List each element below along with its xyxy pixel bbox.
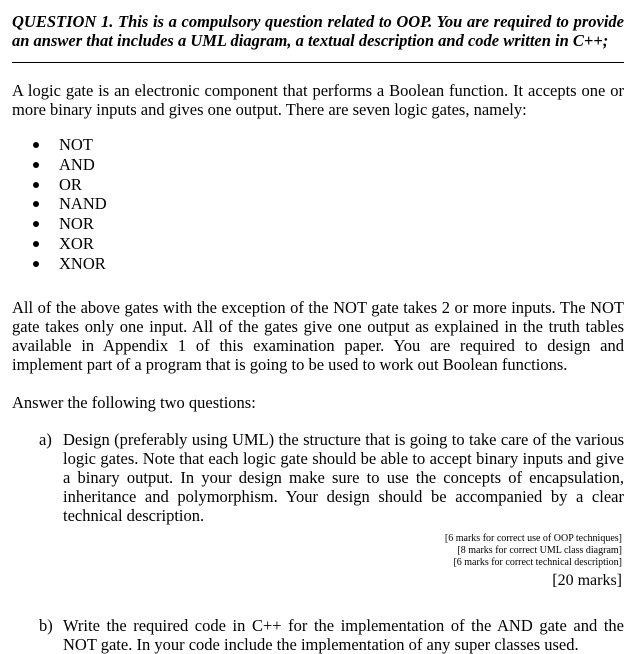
list-item: [12, 194, 624, 214]
exam-page: [12, 12, 624, 654]
gate-name: NAND: [59, 194, 107, 214]
list-item: [12, 135, 624, 155]
bullet-icon: [33, 221, 39, 227]
heading-divider: [12, 62, 624, 63]
gate-name: XNOR: [59, 253, 106, 273]
list-item: [12, 254, 624, 274]
question-a: [12, 430, 624, 590]
logic-gate-list: [12, 135, 624, 274]
gate-name: NOR: [59, 214, 94, 234]
question-a-text: Design (preferably using UML) the structure that is going to take care of the various logic gates. Note that each logic gate should be able to accept binary inputs and give a binary output. In your design make sure to use the concepts of encapsulation, inheritance and polymorphism. Your design should be accompanied by a clear technical description.: [63, 429, 624, 525]
intro-paragraph: A logic gate is an electronic component that performs a Boolean function. It accepts one or more binary inputs and gives one output. There are seven logic gates, namely:: [12, 81, 624, 119]
question-b-text: Write the required code in C++ for the implementation of the AND gate and the NOT gate. In your code include the implementation of any super classes used.: [63, 615, 624, 654]
bullet-icon: [33, 241, 39, 247]
requirements-paragraph: All of the above gates with the exception of the NOT gate takes 2 or more inputs. The NOT gate takes only one input. All of the gates give one output as explained in the truth tables available in Appendix 1 of this examination paper. You are required to design and implement part of a program that is going to be used to work out Boolean functions.: [12, 297, 624, 374]
question-heading: QUESTION 1. This is a compulsory question related to OOP. You are required to provide an answer that includes a UML diagram, a textual description and code written in C++;: [12, 12, 624, 50]
gate-name: XOR: [59, 233, 94, 253]
bullet-icon: [33, 182, 39, 188]
marks-line: [6 marks for correct use of OOP techniques]: [444, 532, 622, 544]
marks-breakdown: [63, 533, 624, 569]
bullet-icon: [33, 261, 39, 267]
bullet-icon: [33, 162, 39, 168]
bullet-icon: [33, 201, 39, 207]
list-item: [12, 234, 624, 254]
total-marks: [20 marks]: [552, 571, 622, 589]
list-item: [12, 214, 624, 234]
question-b-label: b): [39, 615, 53, 635]
list-item: [12, 155, 624, 175]
list-item: [12, 175, 624, 195]
instructions-paragraph: Answer the following two questions:: [12, 392, 256, 412]
gate-name: AND: [59, 154, 95, 174]
marks-line: [8 marks for correct UML class diagram]: [457, 544, 622, 556]
gate-name: NOT: [59, 135, 93, 154]
gate-name: OR: [59, 174, 82, 194]
marks-line: [6 marks for correct technical description]: [453, 556, 622, 568]
bullet-icon: [33, 142, 39, 148]
question-a-label: a): [39, 429, 52, 449]
